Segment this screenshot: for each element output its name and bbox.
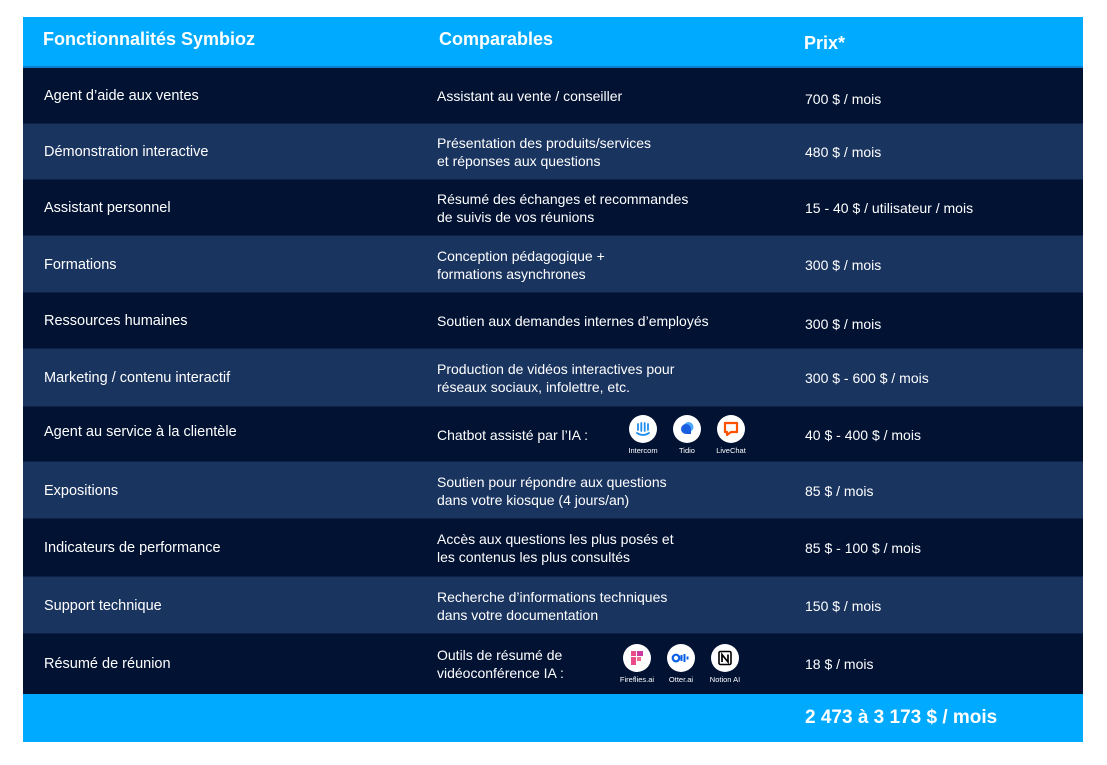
table-row bbox=[23, 634, 1083, 694]
price-cell: 85 $ - 100 $ / mois bbox=[805, 540, 921, 556]
comparable-line: Chatbot assisté par l’IA : bbox=[437, 426, 588, 443]
comparable-cell bbox=[437, 134, 797, 170]
comparable-line: les contenus les plus consultés bbox=[437, 549, 630, 565]
comparable-line: Accès aux questions les plus posés et bbox=[437, 531, 674, 547]
table-row bbox=[23, 349, 1083, 407]
tidio-icon bbox=[677, 419, 697, 439]
feature-cell: Support technique bbox=[44, 597, 162, 614]
table-row bbox=[23, 519, 1083, 577]
comparable-line: Recherche d’informations techniques bbox=[437, 588, 668, 605]
comparable-line: Présentation des produits/services bbox=[437, 135, 651, 151]
notion-logo: Notion AI bbox=[705, 644, 745, 684]
otter-logo: Otter.ai bbox=[661, 644, 701, 684]
table-row bbox=[23, 124, 1083, 180]
comparable-cell bbox=[437, 312, 807, 330]
price-cell: 300 $ / mois bbox=[805, 256, 882, 273]
header-features: Fonctionnalités Symbioz bbox=[43, 29, 256, 49]
feature-cell: Assistant personnel bbox=[44, 200, 171, 216]
price-cell: 300 $ / mois bbox=[805, 316, 882, 332]
table-row bbox=[23, 180, 1083, 236]
meeting-tool-logos bbox=[617, 644, 745, 684]
comparable-cell bbox=[437, 190, 797, 226]
feature-cell: Marketing / contenu interactif bbox=[44, 370, 231, 386]
comparable-cell bbox=[437, 530, 797, 566]
header-comparables: Comparables bbox=[439, 29, 554, 49]
comparable-line: Outils de résumé de bbox=[437, 647, 563, 663]
comparable-line: Résumé des échanges et recommandes bbox=[437, 191, 689, 207]
total-row bbox=[23, 694, 1083, 742]
comparable-line: dans votre kiosque (4 jours/an) bbox=[437, 491, 630, 508]
comparable-line: Soutien pour répondre aux questions bbox=[437, 473, 667, 490]
comparable-line: et réponses aux questions bbox=[437, 153, 601, 169]
feature-cell: Démonstration interactive bbox=[44, 144, 209, 160]
feature-cell: Agent au service à la clientèle bbox=[44, 423, 237, 440]
intercom-icon bbox=[633, 419, 653, 439]
comparable-cell bbox=[437, 360, 797, 396]
comparable-line: formations asynchrones bbox=[437, 265, 586, 282]
livechat-icon bbox=[721, 419, 741, 439]
table-row bbox=[23, 236, 1083, 293]
table-row bbox=[23, 462, 1083, 519]
tidio-logo: Tidio bbox=[669, 415, 705, 455]
notion-icon bbox=[715, 648, 735, 668]
feature-cell: Indicateurs de performance bbox=[44, 540, 221, 556]
price-cell: 40 $ - 400 $ / mois bbox=[805, 426, 921, 443]
comparable-cell bbox=[437, 588, 797, 624]
comparable-cell bbox=[437, 473, 797, 509]
table-row bbox=[23, 407, 1083, 462]
feature-cell: Résumé de réunion bbox=[44, 656, 171, 672]
comparable-line: dans votre documentation bbox=[437, 606, 599, 623]
intercom-logo: Intercom bbox=[625, 415, 661, 455]
fireflies-icon bbox=[627, 648, 647, 668]
comparable-line: Soutien aux demandes internes d’employés bbox=[437, 313, 709, 329]
table-row bbox=[23, 68, 1083, 124]
feature-cell: Ressources humaines bbox=[44, 313, 188, 329]
price-cell: 480 $ / mois bbox=[805, 144, 882, 160]
table-header bbox=[23, 17, 1083, 68]
price-cell: 15 - 40 $ / utilisateur / mois bbox=[805, 200, 974, 216]
comparable-line: Conception pédagogique + bbox=[437, 247, 605, 264]
price-cell: 85 $ / mois bbox=[805, 482, 874, 499]
total-price: 2 473 à 3 173 $ / mois bbox=[805, 707, 998, 728]
feature-cell: Agent d’aide aux ventes bbox=[44, 88, 199, 104]
comparable-line: de suivis de vos réunions bbox=[437, 209, 595, 225]
comparable-line: Assistant au vente / conseiller bbox=[437, 88, 623, 104]
feature-cell: Formations bbox=[44, 256, 117, 273]
price-cell: 18 $ / mois bbox=[805, 656, 874, 672]
feature-cell: Expositions bbox=[44, 482, 119, 499]
table-row bbox=[23, 293, 1083, 349]
price-cell: 150 $ / mois bbox=[805, 597, 882, 614]
table-row bbox=[23, 577, 1083, 634]
fireflies-logo: Fireflies.ai bbox=[617, 644, 657, 684]
price-cell: 700 $ / mois bbox=[805, 91, 882, 107]
otter-icon bbox=[670, 648, 692, 668]
comparable-cell bbox=[437, 87, 797, 105]
price-cell: 300 $ - 600 $ / mois bbox=[805, 370, 929, 386]
chatbot-logos bbox=[625, 415, 749, 455]
comparable-line: réseaux sociaux, infolettre, etc. bbox=[437, 379, 630, 395]
livechat-logo: LiveChat bbox=[713, 415, 749, 455]
comparable-cell bbox=[437, 247, 797, 283]
comparable-line: vidéoconférence IA : bbox=[437, 665, 564, 681]
comparable-line: Production de vidéos interactives pour bbox=[437, 361, 675, 377]
header-price: Prix* bbox=[804, 33, 846, 53]
